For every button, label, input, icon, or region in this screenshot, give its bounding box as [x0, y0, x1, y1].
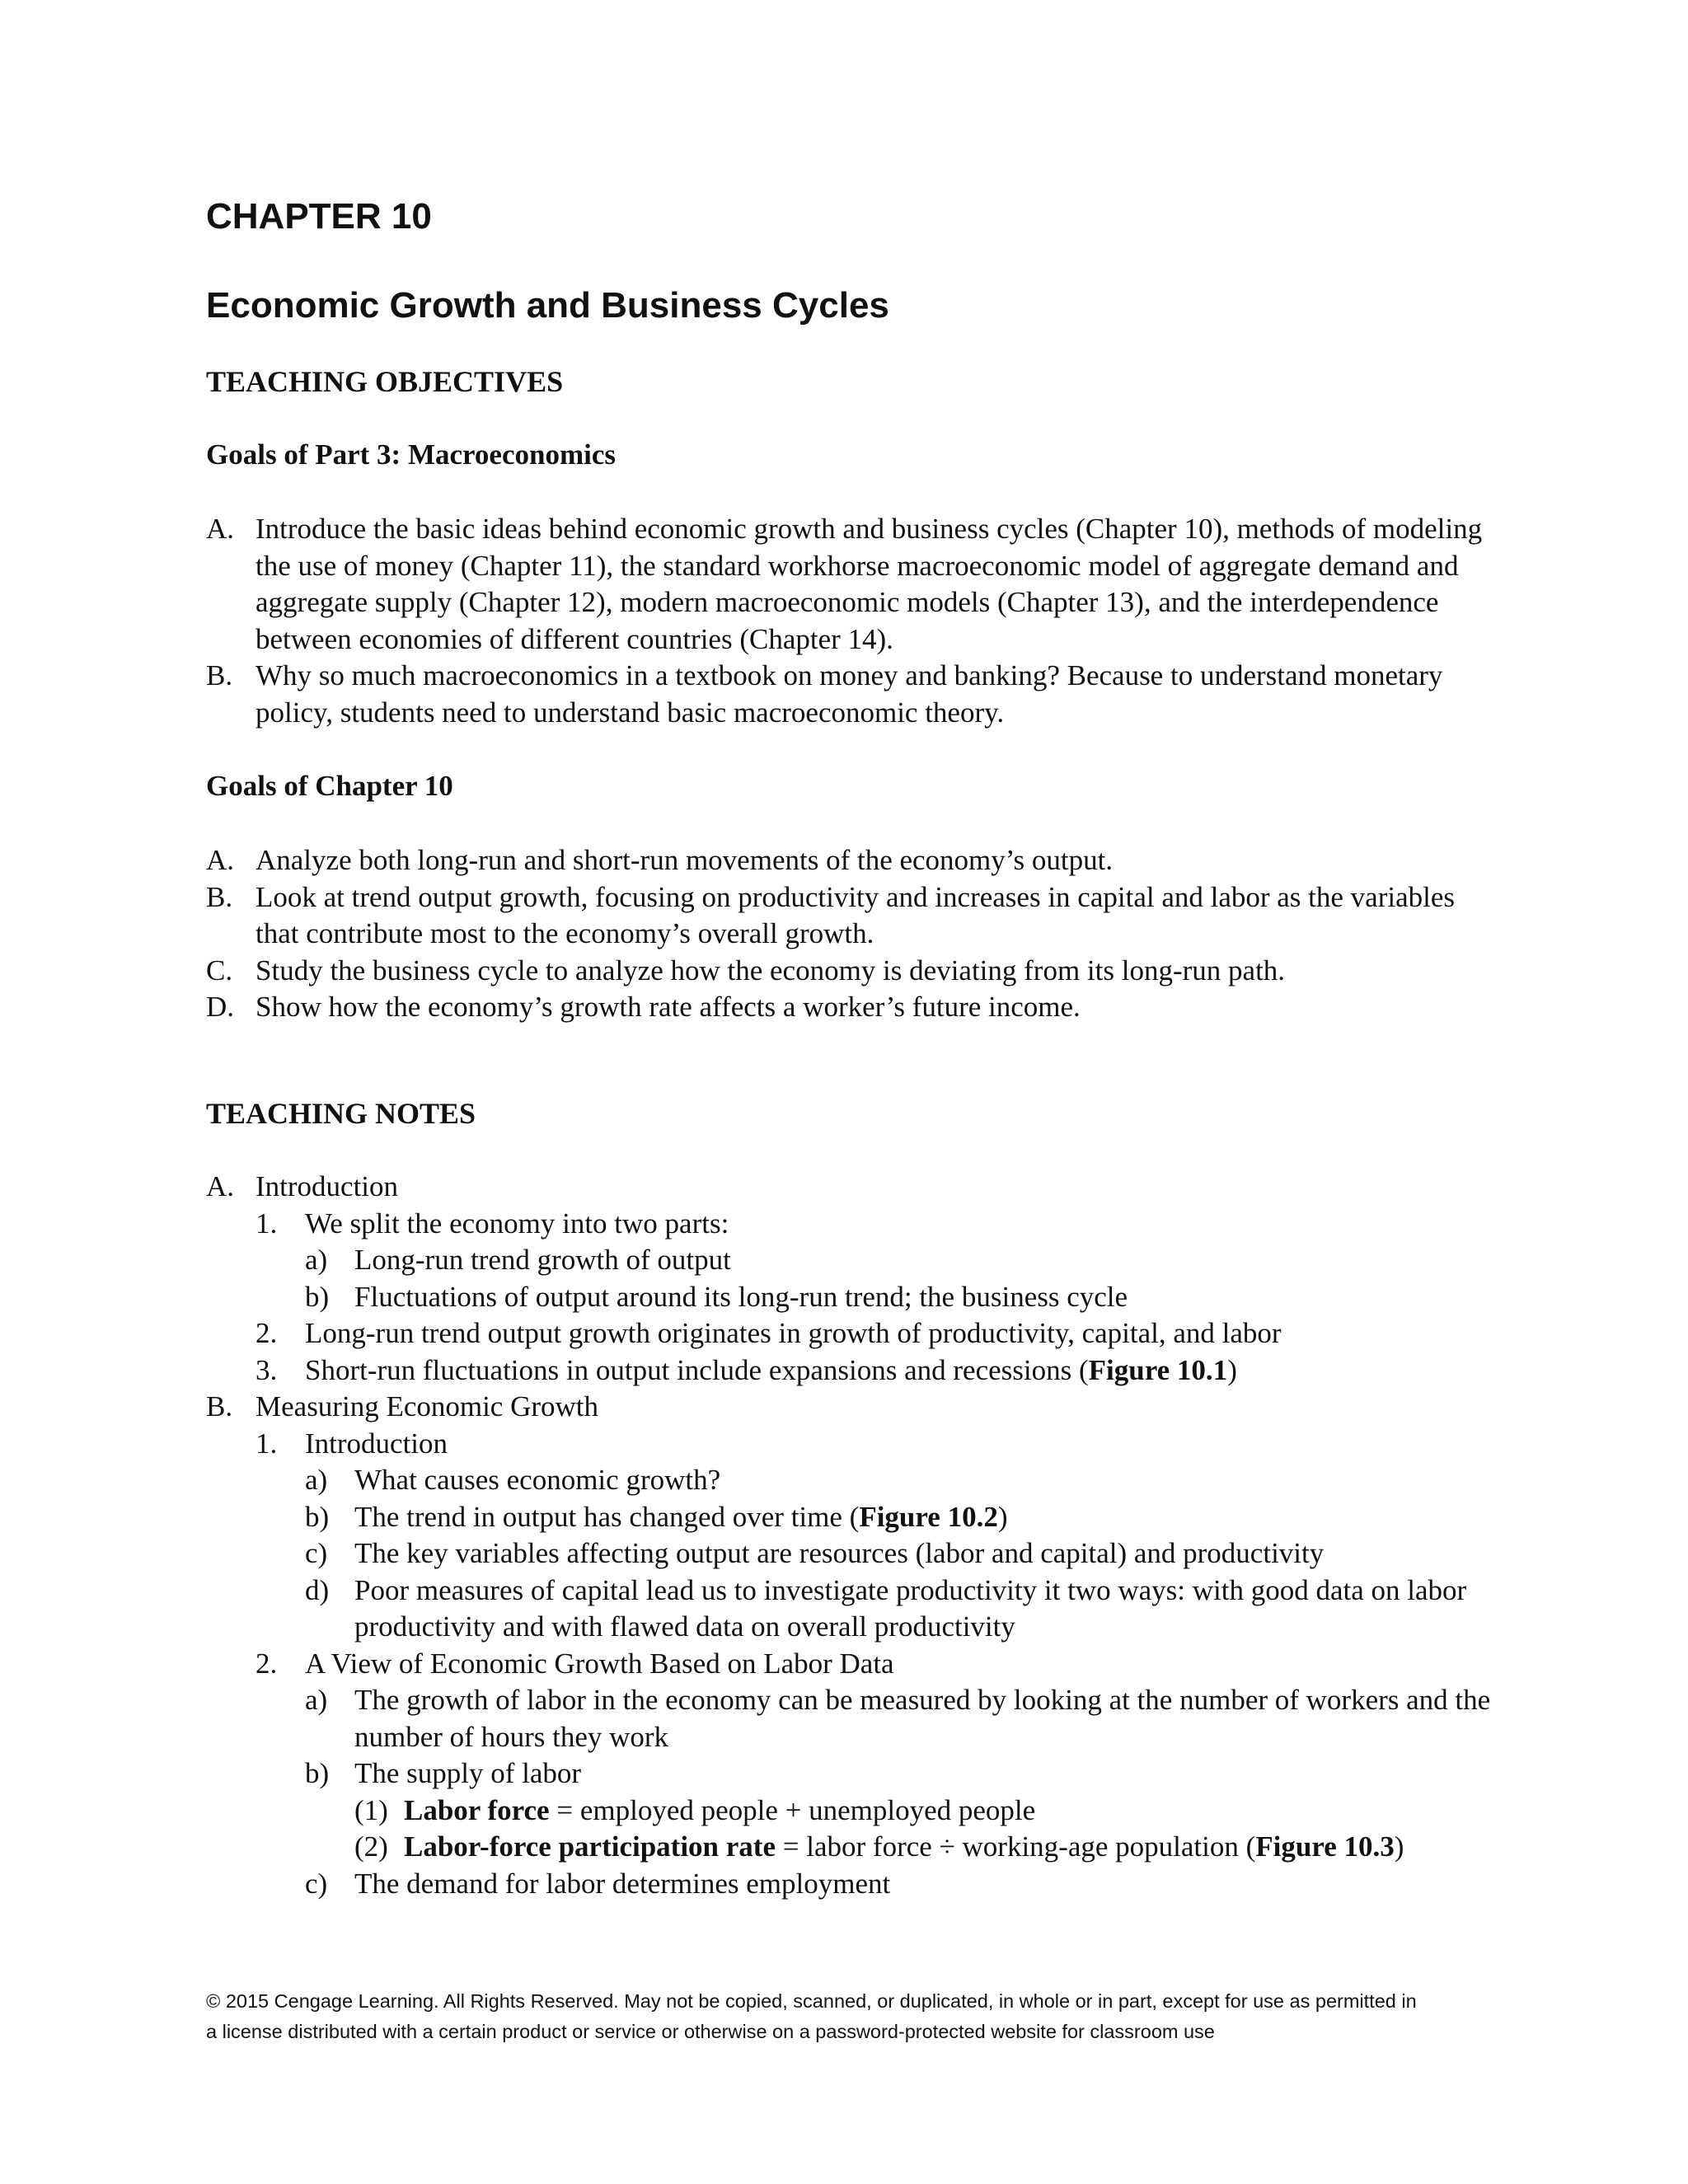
teaching-notes-outline — [206, 1169, 1492, 1902]
chapter-label: CHAPTER 10 — [206, 196, 432, 237]
outline-text: A View of Economic Growth Based on Labor Data — [305, 1647, 894, 1680]
defined-term: Labor-force participation rate — [404, 1830, 776, 1863]
list-marker: A. — [206, 844, 235, 876]
outline-item — [206, 1755, 1492, 1793]
outline-marker: (2) — [354, 1830, 388, 1863]
outline-item — [206, 1462, 1492, 1499]
outline-text: The demand for labor determines employment — [354, 1867, 891, 1900]
outline-item — [206, 1829, 1492, 1866]
figure-reference: Figure 10.1 — [1088, 1353, 1228, 1386]
list-item — [206, 842, 1492, 879]
list-marker: C. — [206, 954, 233, 987]
outline-marker: a) — [305, 1684, 328, 1716]
outline-item — [206, 1426, 1492, 1463]
outline-item — [206, 1279, 1492, 1316]
outline-item — [206, 1315, 1492, 1352]
outline-text — [404, 1793, 1492, 1830]
outline-item — [206, 1572, 1492, 1646]
text-segment: Short-run fluctuations in output include expansions and recessions ( — [305, 1353, 1089, 1386]
text-segment: ) — [1227, 1353, 1237, 1386]
part-goals-heading: Goals of Part 3: Macroeconomics — [206, 438, 616, 471]
outline-item — [206, 1793, 1492, 1830]
outline-text — [305, 1352, 1492, 1390]
chapter-goals-list — [206, 842, 1492, 1026]
outline-marker: b) — [305, 1757, 330, 1789]
text-segment: The trend in output has changed over time ( — [354, 1500, 860, 1533]
outline-text: Long-run trend output growth originates in growth of productivity, capital, and labor — [305, 1317, 1282, 1349]
outline-item — [206, 1352, 1492, 1390]
outline-item — [206, 1646, 1492, 1683]
list-marker: B. — [206, 880, 233, 913]
text-segment: ) — [1394, 1830, 1404, 1863]
outline-item — [206, 1682, 1492, 1755]
teaching-objectives-heading: TEACHING OBJECTIVES — [206, 365, 564, 398]
outline-marker: 1. — [256, 1427, 278, 1460]
outline-text: Introduction — [256, 1170, 399, 1202]
list-item — [206, 879, 1492, 953]
chapter-title: Economic Growth and Business Cycles — [206, 285, 889, 326]
text-segment: = labor force ÷ working-age population ( — [776, 1830, 1256, 1863]
teaching-notes-heading: TEACHING NOTES — [206, 1097, 476, 1130]
outline-marker: b) — [305, 1280, 330, 1313]
outline-text: Measuring Economic Growth — [256, 1390, 599, 1422]
outline-marker: 2. — [256, 1317, 278, 1349]
outline-marker: d) — [305, 1573, 330, 1606]
list-text: Show how the economy’s growth rate affects a worker’s future income. — [256, 991, 1081, 1023]
outline-text: The supply of labor — [354, 1757, 582, 1789]
text-segment: ) — [997, 1500, 1008, 1533]
footer-line-2: a license distributed with a certain product or service or otherwise on a password-protected website for classroom use — [206, 2021, 1215, 2042]
list-text: Introduce the basic ideas behind economic growth and business cycles (Chapter 10), methods of modeling the use of money (Chapter 11), the standard workhorse macroeconomic model of aggregate demand and aggregate supply (Chapter 12), modern macroeconomic models (Chapter 13), and the interdependence between economies of different countries (Chapter 14). — [256, 513, 1483, 655]
list-marker: B. — [206, 659, 233, 691]
outline-text: We split the economy into two parts: — [305, 1207, 729, 1240]
outline-item — [206, 1169, 1492, 1206]
list-item — [206, 989, 1492, 1026]
outline-item — [206, 1535, 1492, 1572]
outline-marker: 3. — [256, 1353, 278, 1386]
copyright-footer — [206, 1986, 1525, 2047]
footer-line-1: © 2015 Cengage Learning. All Rights Reserved. May not be copied, scanned, or duplicated, in whole or in part, except for use as permitted in — [206, 1990, 1417, 2012]
outline-marker: a) — [305, 1244, 328, 1276]
outline-marker: b) — [305, 1500, 330, 1533]
outline-item — [206, 1866, 1492, 1903]
outline-item — [206, 1389, 1492, 1426]
chapter-goals-heading: Goals of Chapter 10 — [206, 770, 453, 802]
outline-marker: B. — [206, 1390, 233, 1422]
list-marker: A. — [206, 513, 235, 545]
outline-marker: (1) — [354, 1793, 388, 1826]
outline-marker: 1. — [256, 1207, 278, 1240]
figure-reference: Figure 10.2 — [859, 1500, 998, 1533]
part-goals-list — [206, 511, 1492, 731]
figure-reference: Figure 10.3 — [1255, 1830, 1395, 1863]
outline-text: The key variables affecting output are resources (labor and capital) and productivity — [354, 1537, 1325, 1569]
outline-marker: c) — [305, 1867, 328, 1900]
outline-text: Introduction — [305, 1427, 448, 1460]
defined-term: Labor force — [404, 1793, 550, 1826]
outline-text: The growth of labor in the economy can be measured by looking at the number of workers and the number of hours they work — [354, 1684, 1491, 1753]
outline-marker: a) — [305, 1464, 328, 1496]
outline-text: What causes economic growth? — [354, 1464, 721, 1496]
outline-text: Fluctuations of output around its long-run trend; the business cycle — [354, 1280, 1128, 1313]
outline-item — [206, 1206, 1492, 1243]
text-segment: = employed people + unemployed people — [549, 1793, 1036, 1826]
list-text: Look at trend output growth, focusing on productivity and increases in capital and labor as the variables that contribute most to the economy’s overall growth. — [256, 880, 1456, 949]
outline-marker: 2. — [256, 1647, 278, 1680]
list-text: Analyze both long-run and short-run movements of the economy’s output. — [256, 844, 1114, 876]
outline-item — [206, 1499, 1492, 1536]
outline-text — [404, 1829, 1492, 1866]
outline-text: Poor measures of capital lead us to investigate productivity it two ways: with good data on labor productivity and with flawed data on overall productivity — [354, 1573, 1467, 1643]
list-text: Study the business cycle to analyze how the economy is deviating from its long-run path. — [256, 954, 1286, 987]
list-item — [206, 953, 1492, 990]
outline-text: Long-run trend growth of output — [354, 1244, 731, 1276]
outline-marker: A. — [206, 1170, 235, 1202]
list-marker: D. — [206, 991, 235, 1023]
list-item — [206, 511, 1492, 658]
list-text: Why so much macroeconomics in a textbook on money and banking? Because to understand monetary policy, students need to understand basic macroeconomic theory. — [256, 659, 1443, 729]
outline-item — [206, 1242, 1492, 1279]
list-item — [206, 658, 1492, 731]
outline-marker: c) — [305, 1537, 328, 1569]
outline-text — [354, 1499, 1492, 1536]
